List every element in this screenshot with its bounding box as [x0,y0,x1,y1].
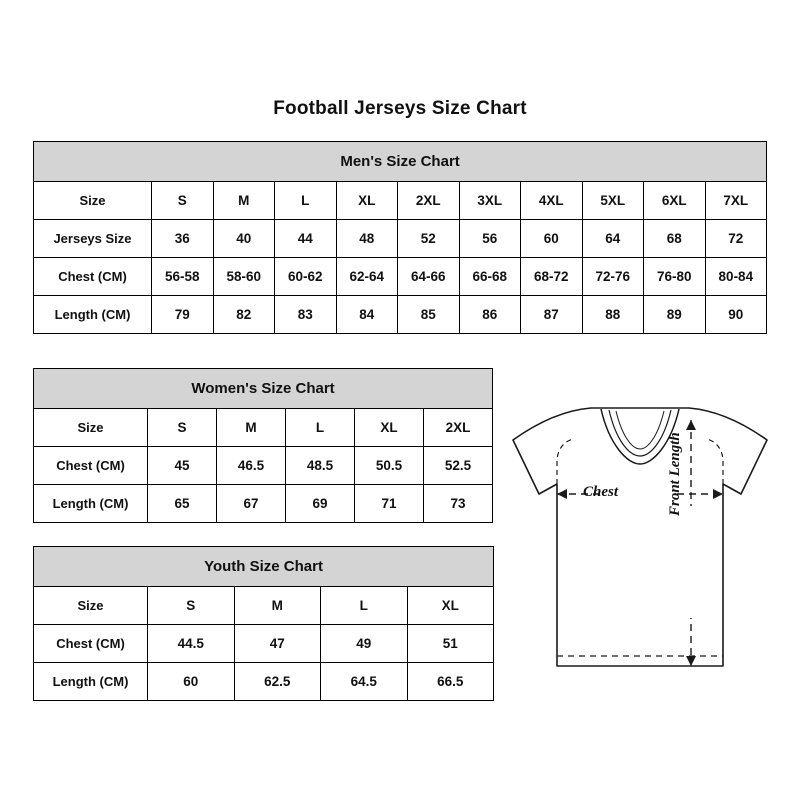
table-cell: 36 [152,220,214,258]
table-cell: 44.5 [148,625,235,663]
table-cell: 49 [321,625,408,663]
table-cell: 56 [459,220,521,258]
mens-table-caption: Men's Size Chart [34,142,767,182]
table-cell: M [213,182,275,220]
table-cell: 62-64 [336,258,398,296]
table-row [34,182,767,220]
table-cell: 85 [398,296,460,334]
table-row [34,625,494,663]
table-cell: 68 [644,220,706,258]
table-cell: S [152,182,214,220]
table-cell: 51 [407,625,494,663]
table-cell: 47 [234,625,321,663]
table-cell: 48 [336,220,398,258]
chest-measurement-label: Chest [583,484,619,500]
jersey-outline-icon [505,398,775,688]
table-cell: XL [336,182,398,220]
jersey-measurement-diagram [505,398,775,688]
table-row [34,485,493,523]
table-cell: 64.5 [321,663,408,701]
table-cell: 80-84 [705,258,767,296]
table-cell: XL [407,587,494,625]
table-cell: 50.5 [355,447,424,485]
table-cell: 72 [705,220,767,258]
row-label: Length (CM) [34,296,152,334]
womens-table-caption: Women's Size Chart [34,369,493,409]
page-title: Football Jerseys Size Chart [273,98,527,119]
table-cell: 84 [336,296,398,334]
table-cell: 72-76 [582,258,644,296]
table-cell: 45 [148,447,217,485]
table-cell: 67 [217,485,286,523]
table-row [34,296,767,334]
front-length-measurement-label: Front Length [667,432,683,516]
womens-size-chart [33,368,493,523]
row-label: Length (CM) [34,485,148,523]
womens-size-table [33,368,493,523]
table-cell: S [148,409,217,447]
table-cell: 2XL [424,409,493,447]
table-row [34,447,493,485]
table-cell: 89 [644,296,706,334]
table-caption-row [34,142,767,182]
table-cell: M [234,587,321,625]
table-cell: XL [355,409,424,447]
row-label: Size [34,182,152,220]
table-cell: 76-80 [644,258,706,296]
table-cell: 60 [521,220,583,258]
table-cell: 6XL [644,182,706,220]
row-label: Chest (CM) [34,258,152,296]
table-cell: 66-68 [459,258,521,296]
row-label: Chest (CM) [34,625,148,663]
table-cell: 86 [459,296,521,334]
table-cell: 65 [148,485,217,523]
table-cell: 7XL [705,182,767,220]
row-label: Size [34,587,148,625]
table-cell: 40 [213,220,275,258]
table-cell: 58-60 [213,258,275,296]
row-label: Jerseys Size [34,220,152,258]
table-cell: 64-66 [398,258,460,296]
table-cell: M [217,409,286,447]
table-cell: 73 [424,485,493,523]
table-row [34,220,767,258]
youth-size-chart [33,546,494,701]
table-row [34,409,493,447]
table-row [34,587,494,625]
table-cell: 64 [582,220,644,258]
table-cell: 90 [705,296,767,334]
table-row [34,663,494,701]
table-cell: 83 [275,296,337,334]
youth-table-caption: Youth Size Chart [34,547,494,587]
table-cell: L [275,182,337,220]
table-cell: 68-72 [521,258,583,296]
table-cell: 46.5 [217,447,286,485]
table-caption-row [34,547,494,587]
table-cell: 79 [152,296,214,334]
table-cell: 4XL [521,182,583,220]
table-cell: L [321,587,408,625]
row-label: Size [34,409,148,447]
table-cell: L [286,409,355,447]
table-cell: 60-62 [275,258,337,296]
table-cell: S [148,587,235,625]
table-cell: 52.5 [424,447,493,485]
table-cell: 44 [275,220,337,258]
mens-size-chart [33,141,767,334]
table-cell: 5XL [582,182,644,220]
table-cell: 3XL [459,182,521,220]
row-label: Chest (CM) [34,447,148,485]
table-cell: 69 [286,485,355,523]
table-cell: 62.5 [234,663,321,701]
row-label: Length (CM) [34,663,148,701]
table-cell: 87 [521,296,583,334]
table-cell: 66.5 [407,663,494,701]
table-cell: 56-58 [152,258,214,296]
mens-size-table [33,141,767,334]
table-cell: 60 [148,663,235,701]
table-row [34,258,767,296]
table-cell: 48.5 [286,447,355,485]
table-caption-row [34,369,493,409]
table-cell: 2XL [398,182,460,220]
table-cell: 82 [213,296,275,334]
table-cell: 52 [398,220,460,258]
youth-size-table [33,546,494,701]
table-cell: 71 [355,485,424,523]
table-cell: 88 [582,296,644,334]
